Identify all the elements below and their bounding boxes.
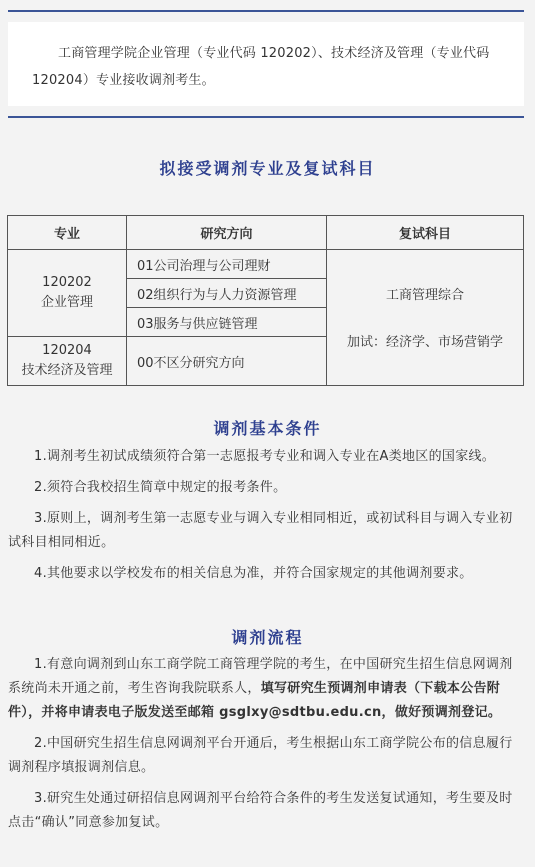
header-major: 专业: [8, 216, 127, 250]
table-title: 拟接受调剂专业及复试科目: [159, 159, 376, 178]
major-cell: [8, 250, 127, 337]
process-step-emphasis: 填写研究生预调剂申请表（下载本公告附件），并将申请表电子版发送至邮箱 gsglxy@sdtbu.edu.cn，做好预调剂登记。: [8, 681, 502, 720]
conditions-title: 调剂基本条件: [213, 419, 322, 438]
process-title: 调剂流程: [231, 628, 304, 647]
extra-subject-text: 加试：经济学、市场营销学: [346, 335, 503, 350]
process-step: 2.中国研究生招生信息网调剂平台开通后，考生根据山东工商学院公布的信息履行调剂程序填报调剂信息。: [8, 736, 513, 775]
subject-text: 工商管理综合: [385, 288, 464, 303]
process-step: [8, 653, 524, 725]
direction-cell: 03服务与供应链管理: [127, 308, 327, 337]
table-row: [8, 250, 524, 279]
intro-box: [8, 22, 524, 106]
process-step: 3.研究生处通过研招信息网调剂平台给符合条件的考生发送复试通知，考生要及时点击“确认”同意参加复试。: [8, 791, 513, 830]
subjects-table: [7, 215, 524, 386]
condition-item: 2.须符合我校招生简章中规定的报考条件。: [34, 480, 287, 495]
major-name: 技术经济及管理: [21, 363, 113, 378]
condition-item: 1.调剂考生初试成绩须符合第一志愿报考专业和调入专业在A类地区的国家线。: [34, 449, 496, 464]
major-name: 企业管理: [40, 295, 93, 310]
intro-text: 工商管理学院企业管理（专业代码 120202）、技术经济及管理（专业代码 120204）专业接收调剂考生。: [32, 46, 490, 88]
section-divider: [8, 116, 524, 118]
direction-cell: 01公司治理与公司理财: [127, 250, 327, 279]
subject-cell: [327, 250, 524, 386]
process-list: [8, 653, 524, 835]
major-code: 120204: [42, 343, 92, 358]
condition-item: 3.原则上，调剂考生第一志愿专业与调入专业相同相近，或初试科目与调入专业初试科目相同相近。: [8, 511, 513, 550]
process-step-text: 1.有意向调剂到山东工商学院工商管理学院的考生，在中国研究生招生信息网调剂系统尚未开通之前，考生咨询我院联系人，: [8, 657, 513, 696]
table-header-row: [8, 216, 524, 250]
major-code: 120202: [42, 275, 92, 290]
condition-item: 4.其他要求以学校发布的相关信息为准，并符合国家规定的其他调剂要求。: [34, 566, 473, 581]
direction-cell: 02组织行为与人力资源管理: [127, 279, 327, 308]
major-cell: [8, 337, 127, 386]
header-direction: 研究方向: [127, 216, 327, 250]
header-subject: 复试科目: [327, 216, 524, 250]
direction-cell: 00不区分研究方向: [127, 337, 327, 386]
top-divider: [8, 10, 524, 12]
conditions-list: [8, 445, 524, 586]
